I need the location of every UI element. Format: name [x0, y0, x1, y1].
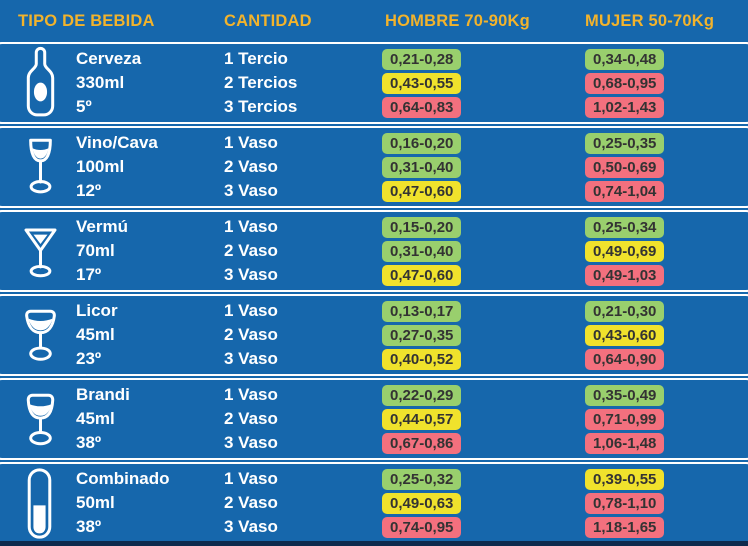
rate-badge: 0,16-0,20: [382, 133, 461, 154]
rate-badge: 0,49-0,69: [585, 241, 664, 262]
drink-volume: 70ml: [76, 241, 115, 260]
men-values: [382, 383, 585, 455]
quantity-list: [224, 299, 382, 371]
table-header: [0, 0, 748, 42]
quantity-item: 1 Vaso: [224, 385, 278, 404]
rate-badge: 0,49-0,63: [382, 493, 461, 514]
quantity-item: 1 Vaso: [224, 133, 278, 152]
quantity-item: 1 Vaso: [224, 469, 278, 488]
drink-strength: 17º: [76, 265, 102, 284]
drink-volume: 45ml: [76, 325, 115, 344]
rate-badge: 0,64-0,83: [382, 97, 461, 118]
rate-badge: 0,67-0,86: [382, 433, 461, 454]
rate-badge: 0,39-0,55: [585, 469, 664, 490]
rate-badge: 0,21-0,28: [382, 49, 461, 70]
rate-badge: 0,43-0,60: [585, 325, 664, 346]
rate-badge: 0,35-0,49: [585, 385, 664, 406]
quantity-item: 1 Tercio: [224, 49, 288, 68]
drink-info: [76, 215, 224, 287]
drink-volume: 330ml: [76, 73, 125, 92]
rate-badge: 0,68-0,95: [585, 73, 664, 94]
header-women: MUJER 50-70Kg: [585, 11, 715, 30]
drink-name: Brandi: [76, 385, 130, 404]
women-values: [585, 215, 748, 287]
quantity-item: 3 Vaso: [224, 517, 278, 536]
rate-badge: 0,21-0,30: [585, 301, 664, 322]
liquor-glass-icon: [18, 307, 76, 363]
quantity-item: 3 Tercios: [224, 97, 298, 116]
quantity-list: [224, 383, 382, 455]
quantity-item: 2 Vaso: [224, 493, 278, 512]
bottom-edge-bar: [0, 541, 748, 546]
drink-strength: 23º: [76, 349, 102, 368]
quantity-item: 2 Vaso: [224, 409, 278, 428]
rate-badge: 0,71-0,99: [585, 409, 664, 430]
rate-badge: 0,22-0,29: [382, 385, 461, 406]
martini-glass-icon: [18, 222, 76, 280]
quantity-item: 3 Vaso: [224, 181, 278, 200]
rate-badge: 0,25-0,34: [585, 217, 664, 238]
drink-info: [76, 47, 224, 119]
men-values: [382, 299, 585, 371]
men-values: [382, 467, 585, 539]
rate-badge: 0,47-0,60: [382, 265, 461, 286]
women-values: [585, 299, 748, 371]
rate-badge: 0,74-1,04: [585, 181, 664, 202]
drink-name: Licor: [76, 301, 118, 320]
rate-badge: 0,31-0,40: [382, 157, 461, 178]
rate-badge: 1,02-1,43: [585, 97, 664, 118]
drink-volume: 100ml: [76, 157, 125, 176]
drink-info: [76, 131, 224, 203]
quantity-item: 3 Vaso: [224, 265, 278, 284]
rate-badge: 0,44-0,57: [382, 409, 461, 430]
drink-strength: 5º: [76, 97, 92, 116]
table-row-brandi: [0, 378, 748, 460]
table-row-vino-cava: [0, 126, 748, 208]
quantity-list: [224, 215, 382, 287]
quantity-item: 2 Vaso: [224, 325, 278, 344]
men-values: [382, 131, 585, 203]
women-values: [585, 383, 748, 455]
header-drink-type: TIPO DE BEBIDA: [18, 11, 155, 30]
quantity-list: [224, 131, 382, 203]
rate-badge: 0,15-0,20: [382, 217, 461, 238]
rate-badge: 1,18-1,65: [585, 517, 664, 538]
drink-strength: 38º: [76, 433, 102, 452]
quantity-item: 3 Vaso: [224, 433, 278, 452]
drink-name: Vino/Cava: [76, 133, 158, 152]
drink-name: Cerveza: [76, 49, 142, 68]
women-values: [585, 467, 748, 539]
table-row-vermu: [0, 210, 748, 292]
header-men: HOMBRE 70-90Kg: [385, 11, 530, 30]
drink-volume: 50ml: [76, 493, 115, 512]
rate-badge: 0,31-0,40: [382, 241, 461, 262]
rate-badge: 0,34-0,48: [585, 49, 664, 70]
rate-badge: 0,13-0,17: [382, 301, 461, 322]
table-row-combinado: [0, 462, 748, 544]
rate-badge: 0,64-0,90: [585, 349, 664, 370]
quantity-item: 2 Vaso: [224, 241, 278, 260]
quantity-list: [224, 47, 382, 119]
women-values: [585, 47, 748, 119]
beer-bottle-icon: [18, 45, 76, 122]
rate-badge: 0,43-0,55: [382, 73, 461, 94]
rate-badge: 0,47-0,60: [382, 181, 461, 202]
rate-badge: 0,25-0,32: [382, 469, 461, 490]
table-row-licor: [0, 294, 748, 376]
women-values: [585, 131, 748, 203]
rate-badge: 0,49-1,03: [585, 265, 664, 286]
drink-name: Combinado: [76, 469, 170, 488]
drink-name: Vermú: [76, 217, 128, 236]
table-row-cerveza: [0, 42, 748, 124]
brandy-glass-icon: [18, 391, 76, 447]
rate-badge: 0,27-0,35: [382, 325, 461, 346]
wine-glass-icon: [18, 137, 76, 197]
men-values: [382, 215, 585, 287]
quantity-item: 2 Vaso: [224, 157, 278, 176]
quantity-list: [224, 467, 382, 539]
quantity-item: 3 Vaso: [224, 349, 278, 368]
header-quantity: CANTIDAD: [224, 11, 312, 30]
quantity-item: 1 Vaso: [224, 301, 278, 320]
rate-badge: 1,06-1,48: [585, 433, 664, 454]
drink-info: [76, 383, 224, 455]
men-values: [382, 47, 585, 119]
drink-info: [76, 299, 224, 371]
drink-volume: 45ml: [76, 409, 115, 428]
drink-strength: 38º: [76, 517, 102, 536]
quantity-item: 1 Vaso: [224, 217, 278, 236]
rate-badge: 0,78-1,10: [585, 493, 664, 514]
tall-glass-icon: [18, 466, 76, 541]
rate-badge: 0,25-0,35: [585, 133, 664, 154]
drink-info: [76, 467, 224, 539]
quantity-item: 2 Tercios: [224, 73, 298, 92]
rate-badge: 0,74-0,95: [382, 517, 461, 538]
rate-badge: 0,40-0,52: [382, 349, 461, 370]
drink-strength: 12º: [76, 181, 102, 200]
rate-badge: 0,50-0,69: [585, 157, 664, 178]
